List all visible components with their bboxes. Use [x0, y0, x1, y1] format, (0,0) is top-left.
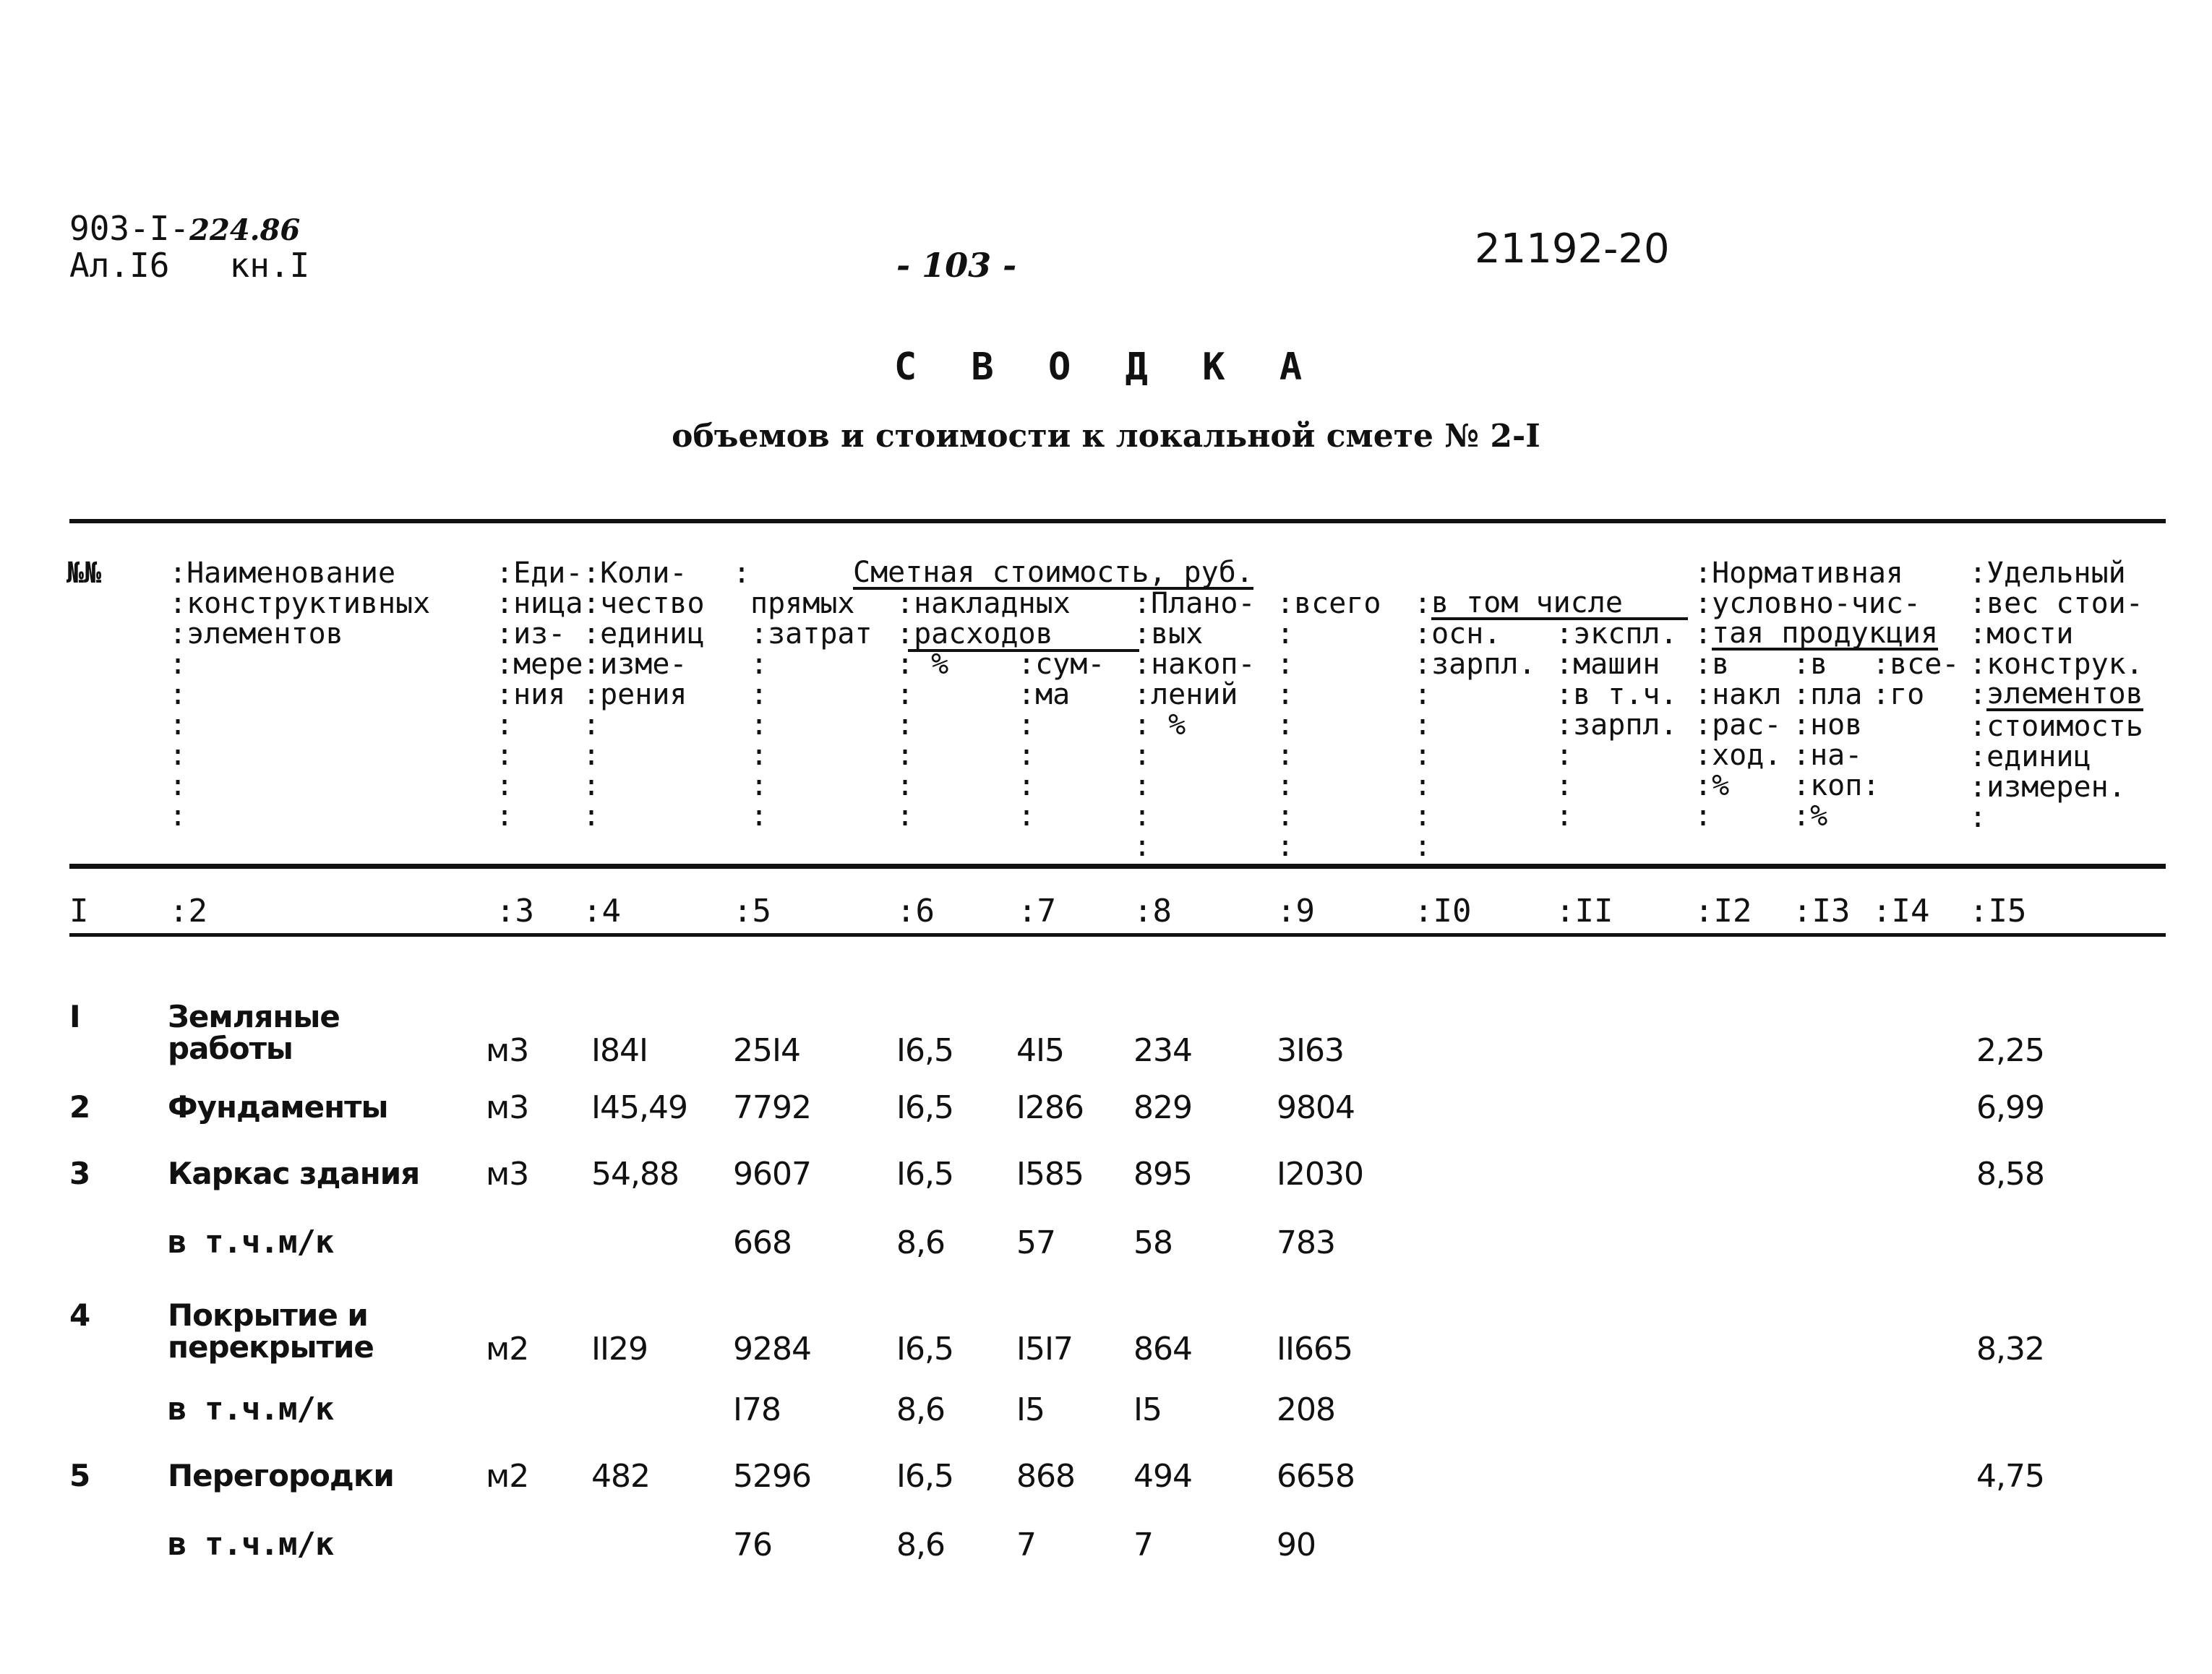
header-col-number: №№ [67, 557, 102, 590]
cell-plan: 494 [1133, 1458, 1192, 1495]
header-group-incl-colon: : [1414, 587, 1432, 620]
cell-overhead: 4I5 [1016, 1032, 1064, 1069]
header-group-normative: :Нормативная :условно-чис- [1694, 557, 1921, 620]
colnum-13: :I3 [1793, 893, 1851, 930]
header-col-total: :всего : : : : : : : : [1277, 587, 1381, 863]
cell-direct: 25I4 [733, 1032, 800, 1069]
document-code-prefix: 903-I- [69, 209, 190, 248]
colnum-10: :I0 [1414, 893, 1472, 930]
header-col-overhead-sum: :сум- :ма : : : : [1018, 648, 1105, 833]
header-group-cost: Сметная стоимость, руб. [853, 556, 1253, 589]
cell-qty: I45,49 [591, 1089, 687, 1126]
colnum-11: :II [1556, 893, 1613, 930]
cell-plan: 234 [1133, 1032, 1192, 1069]
header-col-base-wage: :осн. :зарпл. : : : : : : [1414, 617, 1536, 863]
cell-overhead: 7 [1016, 1527, 1036, 1563]
cell-pct: 8,6 [896, 1391, 945, 1428]
cell-name: в т.ч.м/к [168, 1526, 334, 1563]
header-group-overhead: :накладных :расходов [896, 587, 1071, 651]
cell-total: 9804 [1277, 1089, 1355, 1126]
cell-direct: 9607 [733, 1156, 811, 1193]
cell-name: Каркас здания [168, 1156, 420, 1191]
header-col-quantity: :Коли- :чество :единиц :изме- :рения : : : : [583, 557, 705, 833]
colnum-14: :I4 [1872, 893, 1930, 930]
header-col-overhead-pct: : % : : : : : [896, 648, 949, 833]
document-sheet-book: Ал.I6 кн.I [69, 246, 310, 285]
colnum-9: :9 [1277, 893, 1315, 930]
header-col-planned: :Плано- :вых :накоп- :лений : % : : : : [1133, 587, 1256, 863]
cell-pct: I6,5 [896, 1331, 953, 1368]
page-subtitle: объемов и стоимости к локальной смете № 2-I [672, 418, 1540, 455]
cell-overhead: 57 [1016, 1224, 1055, 1261]
cell-qty: I84I [591, 1032, 648, 1069]
cell-unit: м2 [486, 1331, 529, 1368]
cell-plan: 829 [1133, 1089, 1192, 1126]
colnum-3: :3 [496, 893, 534, 930]
document-code [69, 211, 309, 283]
cell-name: Земляные работы [168, 999, 340, 1066]
cell-plan: 58 [1133, 1224, 1173, 1261]
header-group-included: в том числе [1431, 588, 1688, 620]
header-col-norm-planned: :в :пла :нов :на- :коп: :% [1793, 648, 1880, 833]
document-number: 21192-20 [1475, 226, 1670, 272]
cell-overhead: I585 [1016, 1156, 1084, 1193]
cell-pct: I6,5 [896, 1032, 953, 1069]
header-col-norm-overhead: :в :накл :рас- :ход. :% : [1694, 648, 1782, 833]
cell-weight: 6,99 [1976, 1089, 2044, 1126]
header-col-weight: :Удельный :вес стои- :мости :конструк. [1969, 557, 2143, 681]
cell-no: 3 [69, 1156, 90, 1191]
cell-total: II665 [1277, 1331, 1353, 1368]
cell-qty: II29 [591, 1331, 648, 1368]
cell-direct: 5296 [733, 1458, 811, 1495]
cell-weight: 8,58 [1976, 1156, 2044, 1193]
cell-name: Фундаменты [168, 1089, 388, 1125]
header-col-weight-colon: : [1969, 678, 1987, 711]
page-number: - 103 - [896, 246, 1017, 285]
cell-overhead: 868 [1016, 1458, 1075, 1495]
cell-unit: м3 [486, 1089, 529, 1126]
header-col-direct-colon: : [733, 557, 751, 590]
cell-weight: 2,25 [1976, 1032, 2044, 1069]
cell-qty: 54,88 [591, 1156, 679, 1193]
cell-plan: 895 [1133, 1156, 1192, 1193]
colnum-1: I [69, 893, 89, 930]
header-col-norm-total: :все- :го [1872, 648, 1960, 711]
header-group-normative-2: тая продукция [1712, 617, 1939, 650]
cell-plan: 7 [1133, 1527, 1153, 1563]
colnum-15: :I5 [1969, 893, 2027, 930]
cell-total: 783 [1277, 1224, 1335, 1261]
cell-pct: 8,6 [896, 1224, 945, 1261]
cell-qty: 482 [591, 1458, 650, 1495]
header-col-machine: :экспл. :машин :в т.ч. :зарпл. : : : [1556, 617, 1678, 833]
header-col-weight-2: элементов [1986, 677, 2143, 711]
colnum-2: :2 [169, 893, 207, 930]
cell-overhead: I5 [1016, 1391, 1045, 1428]
colnum-8: :8 [1133, 893, 1172, 930]
cell-direct: 668 [733, 1224, 792, 1261]
header-group-normative-colon: : [1694, 617, 1712, 651]
table-top-rule [69, 519, 2166, 523]
cell-unit: м3 [486, 1032, 529, 1069]
cell-name: Покрытие и перекрытие [168, 1297, 374, 1365]
cell-pct: I6,5 [896, 1089, 953, 1126]
cell-total: 6658 [1277, 1458, 1355, 1495]
cell-total: 208 [1277, 1391, 1335, 1428]
table-header-rule [69, 864, 2166, 869]
document-code-handwritten: 224.86 [189, 213, 301, 247]
cell-no: I [69, 999, 80, 1034]
cell-no: 2 [69, 1089, 90, 1125]
header-col-name: :Наименование :конструктивных :элементов : : : : : : [169, 557, 431, 833]
cell-weight: 4,75 [1976, 1458, 2044, 1495]
cell-overhead: I286 [1016, 1089, 1084, 1126]
cell-plan: I5 [1133, 1391, 1162, 1428]
table-colnum-rule [69, 933, 2166, 937]
colnum-6: :6 [896, 893, 935, 930]
cell-direct: 7792 [733, 1089, 811, 1126]
cell-weight: 8,32 [1976, 1331, 2044, 1368]
cell-unit: м3 [486, 1156, 529, 1193]
header-col-unit: :Еди- :ница :из- :мере :ния : : : : [496, 557, 583, 833]
colnum-12: :I2 [1694, 893, 1752, 930]
cell-pct: I6,5 [896, 1458, 953, 1495]
cell-direct: I78 [733, 1391, 781, 1428]
cell-unit: м2 [486, 1458, 529, 1495]
cell-total: I2030 [1277, 1156, 1363, 1193]
cell-direct: 9284 [733, 1331, 811, 1368]
cell-name: в т.ч.м/к [168, 1224, 334, 1261]
colnum-5: :5 [733, 893, 771, 930]
cell-direct: 76 [733, 1527, 772, 1563]
cell-name: в т.ч.м/к [168, 1391, 334, 1428]
cell-overhead: I5I7 [1016, 1331, 1073, 1368]
cell-pct: 8,6 [896, 1527, 945, 1563]
page-title: С В О Д К А [893, 345, 1319, 389]
colnum-7: :7 [1018, 893, 1056, 930]
header-col-weight-3: :стоимость :единиц :измерен. : [1969, 710, 2143, 834]
cell-no: 5 [69, 1458, 90, 1493]
colnum-4: :4 [583, 893, 621, 930]
cell-name: Перегородки [168, 1458, 394, 1493]
header-col-direct: прямых :затрат : : : : : : [750, 587, 873, 833]
cell-pct: I6,5 [896, 1156, 953, 1193]
cell-plan: 864 [1133, 1331, 1192, 1368]
cell-total: 90 [1277, 1527, 1316, 1563]
cell-total: 3I63 [1277, 1032, 1344, 1069]
cell-no: 4 [69, 1297, 90, 1333]
